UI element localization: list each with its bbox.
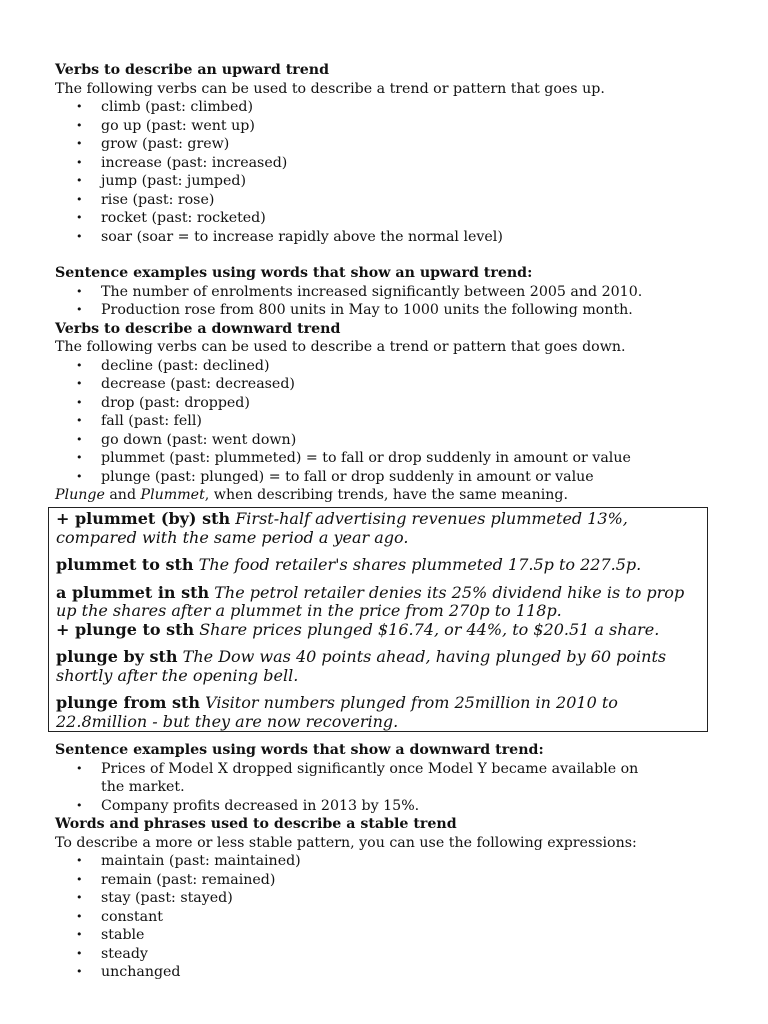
upper-section bbox=[55, 61, 715, 505]
collocation-term: plummet to sth bbox=[56, 555, 194, 574]
list-item: • climb (past: climbed) bbox=[55, 98, 715, 117]
note-rest: , when describing trends, have the same meaning. bbox=[204, 487, 568, 503]
collocation-term: + plummet (by) sth bbox=[56, 509, 231, 528]
list-item: • Company profits decreased in 2013 by 15%. bbox=[55, 797, 715, 816]
collocation-entry bbox=[56, 621, 700, 640]
list-item: • go up (past: went up) bbox=[55, 117, 715, 136]
upward-intro: The following verbs can be used to describe a trend or pattern that goes up. bbox=[55, 80, 605, 97]
collocation-entry bbox=[56, 556, 700, 575]
upward-verb-list bbox=[55, 98, 715, 246]
list-item: • increase (past: increased) bbox=[55, 154, 715, 173]
note-plunge: Plunge bbox=[55, 487, 105, 503]
list-item: • stay (past: stayed) bbox=[55, 889, 715, 908]
list-item: • remain (past: remained) bbox=[55, 871, 715, 890]
collocation-entry bbox=[56, 584, 700, 621]
list-item: • Prices of Model X dropped significantly once Model Y became available on the market. bbox=[55, 760, 661, 797]
upward-examples-list bbox=[55, 283, 715, 320]
list-item: • drop (past: dropped) bbox=[55, 394, 715, 413]
list-item: • rise (past: rose) bbox=[55, 191, 715, 210]
upward-examples-heading: Sentence examples using words that show an upward trend: bbox=[55, 265, 533, 281]
collocation-entry bbox=[56, 694, 700, 731]
collocation-term: plunge from sth bbox=[56, 693, 200, 712]
list-item: • jump (past: jumped) bbox=[55, 172, 715, 191]
list-item: • go down (past: went down) bbox=[55, 431, 715, 450]
collocation-entry bbox=[56, 648, 700, 685]
collocation-example: First-half advertising revenues plummeted 13%, compared with the same period a year ago. bbox=[56, 509, 628, 547]
stable-heading: Words and phrases used to describe a stable trend bbox=[55, 816, 457, 832]
downward-heading: Verbs to describe a downward trend bbox=[55, 320, 341, 337]
downward-verb-list bbox=[55, 357, 715, 487]
list-item: • unchanged bbox=[55, 963, 715, 982]
list-item: • grow (past: grew) bbox=[55, 135, 715, 154]
collocation-term: a plummet in sth bbox=[56, 582, 210, 602]
list-item: • decrease (past: decreased) bbox=[55, 375, 715, 394]
collocation-example: The Dow was 40 points ahead, having plunged by 60 points shortly after the opening bell. bbox=[56, 647, 667, 685]
collocation-term: plunge by sth bbox=[56, 647, 178, 666]
note-and: and bbox=[104, 487, 141, 503]
list-item: • The number of enrolments increased significantly between 2005 and 2010. bbox=[55, 283, 715, 302]
collocation-example: Share prices plunged $16.74, or 44%, to $20.51 a share. bbox=[199, 619, 660, 639]
list-item: • rocket (past: rocketed) bbox=[55, 209, 715, 228]
list-item: • stable bbox=[55, 926, 715, 945]
collocation-box bbox=[48, 507, 708, 732]
list-item: • Production rose from 800 units in May to 1000 units the following month. bbox=[55, 301, 715, 320]
stable-expression-list bbox=[55, 852, 715, 982]
collocation-example: The petrol retailer denies its 25% dividend hike is to prop up the shares after a plummet in the price from 270p to 118p. bbox=[56, 582, 685, 620]
list-item: • maintain (past: maintained) bbox=[55, 852, 715, 871]
list-item: • decline (past: declined) bbox=[55, 357, 715, 376]
downward-examples-list bbox=[55, 760, 715, 816]
lower-section bbox=[55, 741, 715, 982]
upward-heading: Verbs to describe an upward trend bbox=[55, 62, 330, 78]
collocation-example: The food retailer's shares plummeted 17.5p to 227.5p. bbox=[198, 555, 642, 574]
collocation-entry bbox=[56, 510, 700, 547]
note-plummet: Plummet bbox=[140, 487, 205, 503]
downward-intro: The following verbs can be used to describe a trend or pattern that goes down. bbox=[55, 339, 626, 355]
collocation-term: + plunge to sth bbox=[56, 619, 195, 639]
plunge-plummet-note bbox=[55, 486, 715, 505]
list-item: • steady bbox=[55, 945, 715, 964]
list-item: • fall (past: fell) bbox=[55, 412, 715, 431]
list-item: • constant bbox=[55, 908, 715, 927]
list-item: • plunge (past: plunged) = to fall or drop suddenly in amount or value bbox=[55, 468, 715, 487]
stable-intro: To describe a more or less stable pattern, you can use the following expressions: bbox=[55, 834, 637, 851]
downward-examples-heading: Sentence examples using words that show a downward trend: bbox=[55, 742, 544, 758]
list-item: • soar (soar = to increase rapidly above the normal level) bbox=[55, 228, 715, 247]
collocation-example: Visitor numbers plunged from 25million in 2010 to 22.8million - but they are now recovering. bbox=[56, 693, 618, 731]
list-item: • plummet (past: plummeted) = to fall or drop suddenly in amount or value bbox=[55, 449, 715, 468]
